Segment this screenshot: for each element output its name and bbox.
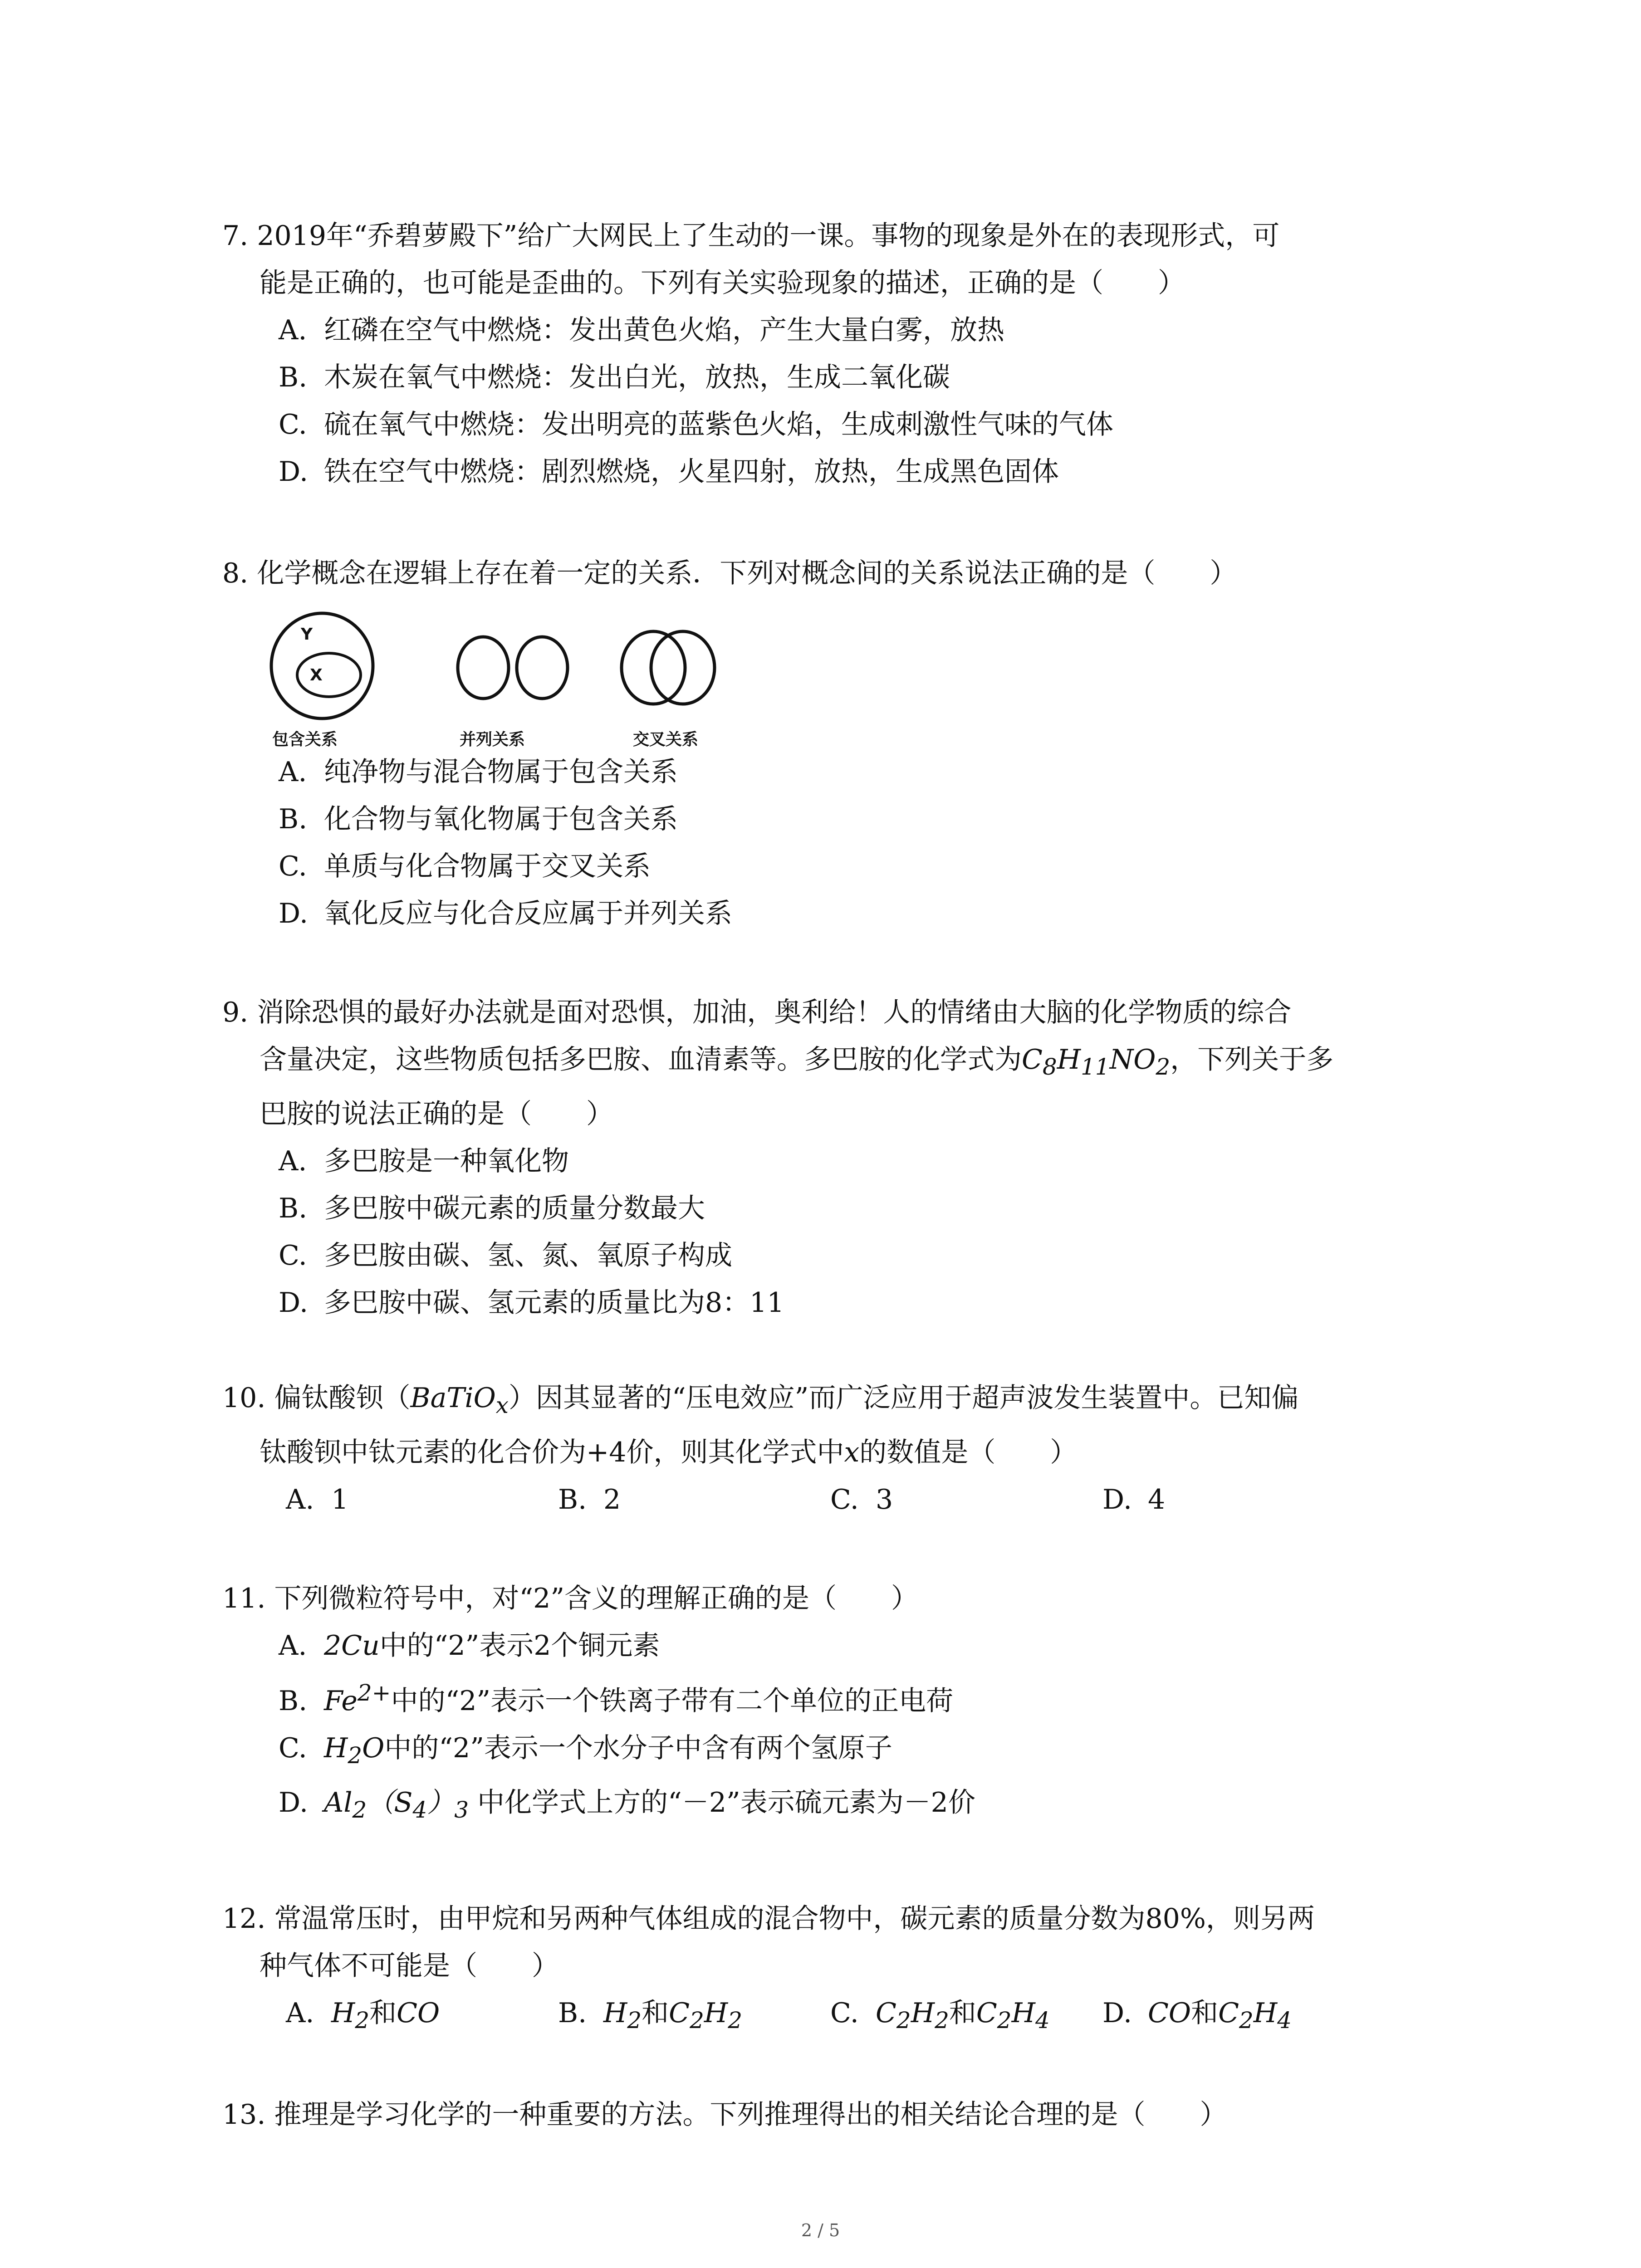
question-12-option-d[interactable]: D. CO和$C_2H_4$: [1102, 1997, 1292, 2033]
question-7-option-a[interactable]: A. 红磷在空气中燃烧：发出黄色火焰，产生大量白雾，放热: [279, 314, 1004, 346]
contain-relation-figure: [271, 613, 373, 749]
label-cross-relation: 交叉关系: [633, 730, 699, 749]
question-12-option-a[interactable]: A. $H_2$和CO: [286, 1997, 440, 2033]
question-12: [222, 1895, 1456, 2044]
question-12-option-b[interactable]: B. $H_2$和$C_2H_2$: [558, 1997, 743, 2033]
question-8-option-d[interactable]: D. 氧化反应与化合反应属于并列关系: [279, 898, 732, 929]
question-12-line-2: 种气体不可能是（ ）: [260, 1950, 559, 1982]
parallel-relation-figure: [458, 637, 568, 749]
question-11-option-b[interactable]: B. $Fe^{2+}$中的“2”表示一个铁离子带有二个单位的正电荷: [279, 1680, 954, 1717]
aluminium-sulfide-formula: $Al_2(S_4)_3$: [324, 1787, 469, 1823]
question-10-option-d[interactable]: D. 4: [1102, 1484, 1166, 1515]
label-y: Y: [301, 625, 313, 644]
question-13: [222, 2091, 1456, 2138]
question-7-option-d[interactable]: D. 铁在空气中燃烧：剧烈燃烧，火星四射，放热，生成黑色固体: [279, 456, 1059, 488]
question-10-option-c[interactable]: C. 3: [830, 1484, 893, 1515]
question-9: [222, 989, 1456, 1326]
ferrous-ion-symbol: $Fe^{2+}$: [324, 1680, 391, 1717]
question-9-line-1: 9. 消除恐惧的最好办法就是面对恐惧，加油，奥利给！人的情绪由大脑的化学物质的综合: [222, 997, 1292, 1028]
question-12-options: [222, 1989, 1456, 2044]
question-9-option-a[interactable]: A. 多巴胺是一种氧化物: [279, 1145, 569, 1177]
dopamine-formula: $C_8H_{11}NO_2$: [1022, 1044, 1171, 1080]
question-8-line-1: 8. 化学概念在逻辑上存在着一定的关系．下列对概念间的关系说法正确的是（ ）: [222, 557, 1237, 589]
label-parallel-relation: 并列关系: [460, 730, 525, 749]
question-11-line-1: 11. 下列微粒符号中，对“2”含义的理解正确的是（ ）: [222, 1583, 919, 1614]
question-11: [222, 1575, 1456, 1833]
question-10-line-1: 10. 偏钛酸钡（BaTiO$_x$）因其显著的“压电效应”而广泛应用于超声波发生装置中。已知偏: [222, 1382, 1299, 1418]
page-number: 2 / 5: [801, 2220, 840, 2240]
question-12-line-1: 12. 常温常压时，由甲烷和另两种气体组成的混合物中，碳元素的质量分数为80%，则另两: [222, 1903, 1315, 1935]
question-10-option-b[interactable]: B. 2: [558, 1484, 621, 1515]
concept-relation-diagram: [261, 608, 760, 758]
question-7: [222, 212, 1456, 495]
copper-symbol: 2Cu: [324, 1630, 380, 1662]
question-13-line-1: 13. 推理是学习化学的一种重要的方法。下列推理得出的相关结论合理的是（ ）: [222, 2099, 1227, 2131]
question-7-line-2: 能是正确的，也可能是歪曲的。下列有关实验现象的描述，正确的是（ ）: [260, 267, 1185, 299]
question-11-option-c[interactable]: C. $H_2O$中的“2”表示一个水分子中含有两个氢原子: [279, 1732, 892, 1769]
label-x: X: [310, 666, 323, 684]
cross-relation-figure: [622, 631, 715, 749]
question-7-option-c[interactable]: C. 硫在氧气中燃烧：发出明亮的蓝紫色火焰，生成刺激性气味的气体: [279, 409, 1113, 440]
water-formula: $H_2O$: [324, 1732, 385, 1769]
question-10-line-2: 钛酸钡中钛元素的化合价为+4价，则其化学式中x的数值是（ ）: [260, 1437, 1078, 1468]
question-11-option-a[interactable]: A. 2Cu中的“2”表示2个铜元素: [279, 1630, 660, 1662]
question-10-option-a[interactable]: A. 1: [286, 1484, 349, 1515]
question-8-options: [222, 748, 1456, 937]
question-9-line-3: 巴胺的说法正确的是（ ）: [260, 1098, 613, 1130]
question-8-option-c[interactable]: C. 单质与化合物属于交叉关系: [279, 850, 651, 882]
question-10-options: [222, 1476, 1456, 1523]
question-10: [222, 1374, 1456, 1523]
question-11-option-d[interactable]: D. $Al_2(S_4)_3$ 中化学式上方的“－2”表示硫元素为－2价: [279, 1787, 975, 1823]
question-8-option-b[interactable]: B. 化合物与氧化物属于包含关系: [279, 803, 678, 835]
label-contain-relation: 包含关系: [272, 730, 338, 749]
barium-titanate-formula: BaTiO$_x$: [410, 1382, 509, 1418]
question-7-option-b[interactable]: B. 木炭在氧气中燃烧：发出白光，放热，生成二氧化碳: [279, 362, 950, 393]
question-9-option-d[interactable]: D. 多巴胺中碳、氢元素的质量比为8：11: [279, 1287, 784, 1319]
question-7-line-1: 7. 2019年“乔碧萝殿下”给广大网民上了生动的一课。事物的现象是外在的表现形式，可: [222, 220, 1280, 252]
question-9-option-c[interactable]: C. 多巴胺由碳、氢、氮、氧原子构成: [279, 1240, 732, 1271]
question-9-line-2: 含量决定，这些物质包括多巴胺、血清素等。多巴胺的化学式为$C_8H_{11}NO_2$，下列关于多: [260, 1044, 1334, 1080]
question-12-option-c[interactable]: C. $C_2H_2$和$C_2H_4$: [830, 1997, 1050, 2033]
question-9-option-b[interactable]: B. 多巴胺中碳元素的质量分数最大: [279, 1193, 705, 1224]
question-8-option-a[interactable]: A. 纯净物与混合物属于包含关系: [279, 756, 678, 788]
question-8: [222, 550, 1456, 597]
